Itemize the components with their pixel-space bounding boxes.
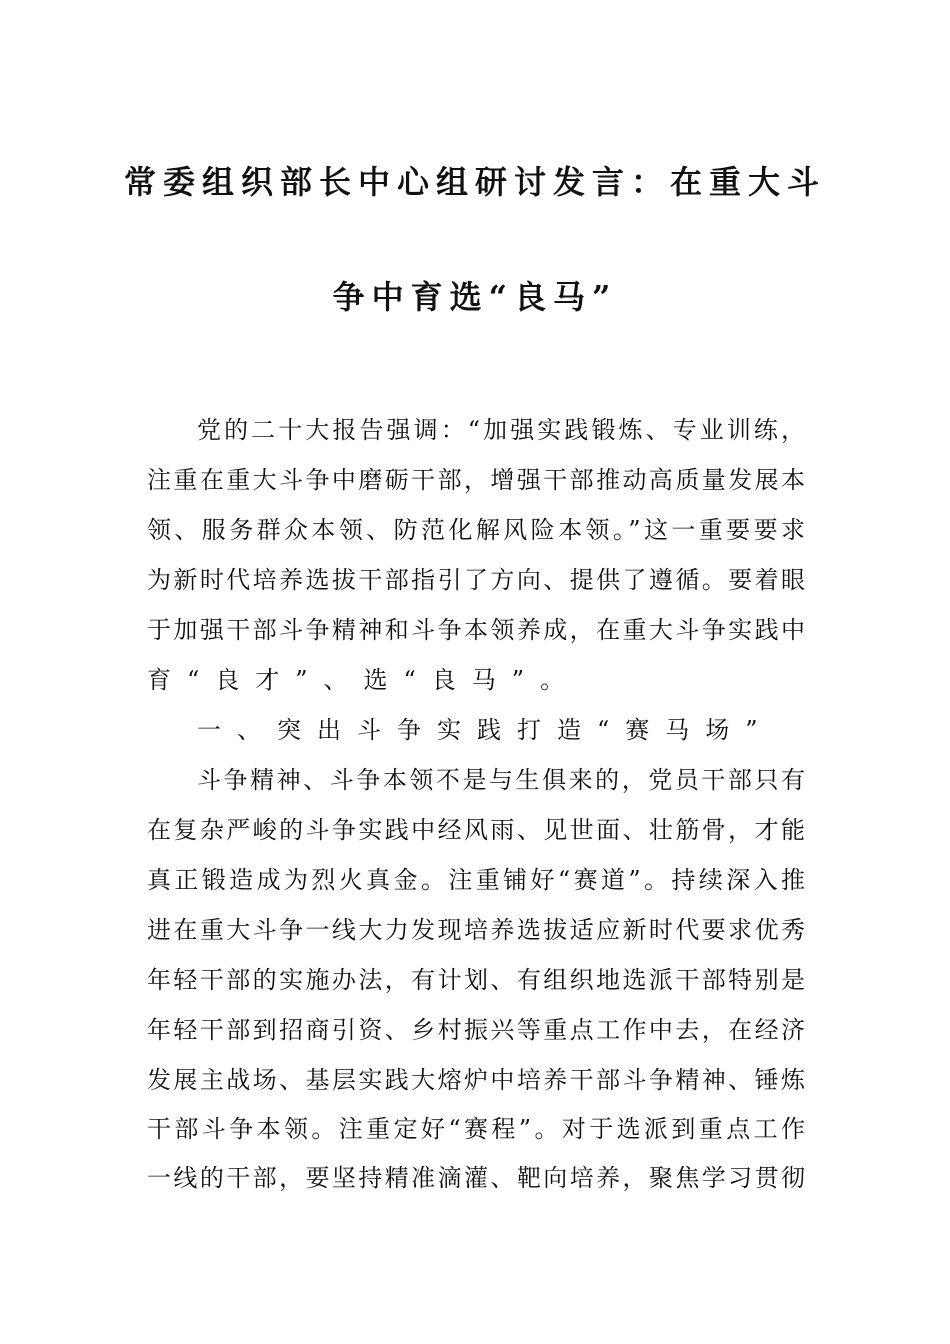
body-line: 发展主战场、基层实践大熔炉中培养干部斗争精神、锤炼 (147, 1066, 805, 1094)
body-line: 于加强干部斗争精神和斗争本领养成，在重大斗争实践中 (147, 616, 805, 644)
body-line: 党的二十大报告强调：“加强实践锻炼、专业训练， (197, 416, 805, 444)
body-line: 为新时代培养选拔干部指引了方向、提供了遵循。要着眼 (147, 566, 805, 594)
body-line: 育“良才”、选“良马”。 (147, 666, 581, 694)
body-line: 领、服务群众本领、防范化解风险本领。”这一重要要求 (147, 516, 805, 544)
body-line: 斗争精神、斗争本领不是与生俱来的，党员干部只有 (197, 766, 805, 794)
section-heading: 一、突出斗争实践打造“赛马场” (197, 716, 774, 744)
body-line: 真正锻造成为烈火真金。注重铺好“赛道”。持续深入推 (147, 866, 805, 894)
body-line: 年轻干部的实施办法，有计划、有组织地选派干部特别是 (147, 966, 805, 994)
body-line: 在复杂严峻的斗争实践中经风雨、见世面、壮筋骨，才能 (147, 816, 805, 844)
body-line: 干部斗争本领。注重定好“赛程”。对于选派到重点工作 (147, 1115, 805, 1143)
body-line: 进在重大斗争一线大力发现培养选拔适应新时代要求优秀 (147, 916, 805, 944)
body-line: 注重在重大斗争中磨砺干部，增强干部推动高质量发展本 (147, 466, 805, 494)
body-line: 年轻干部到招商引资、乡村振兴等重点工作中去，在经济 (147, 1016, 805, 1044)
document-title-line-1: 常委组织部长中心组研讨发言：在重大斗 (123, 163, 826, 201)
document-title-line-2: 争中育选“良马” (332, 278, 618, 316)
body-line: 一线的干部，要坚持精准滴灌、靶向培养，聚焦学习贯彻 (147, 1164, 805, 1192)
